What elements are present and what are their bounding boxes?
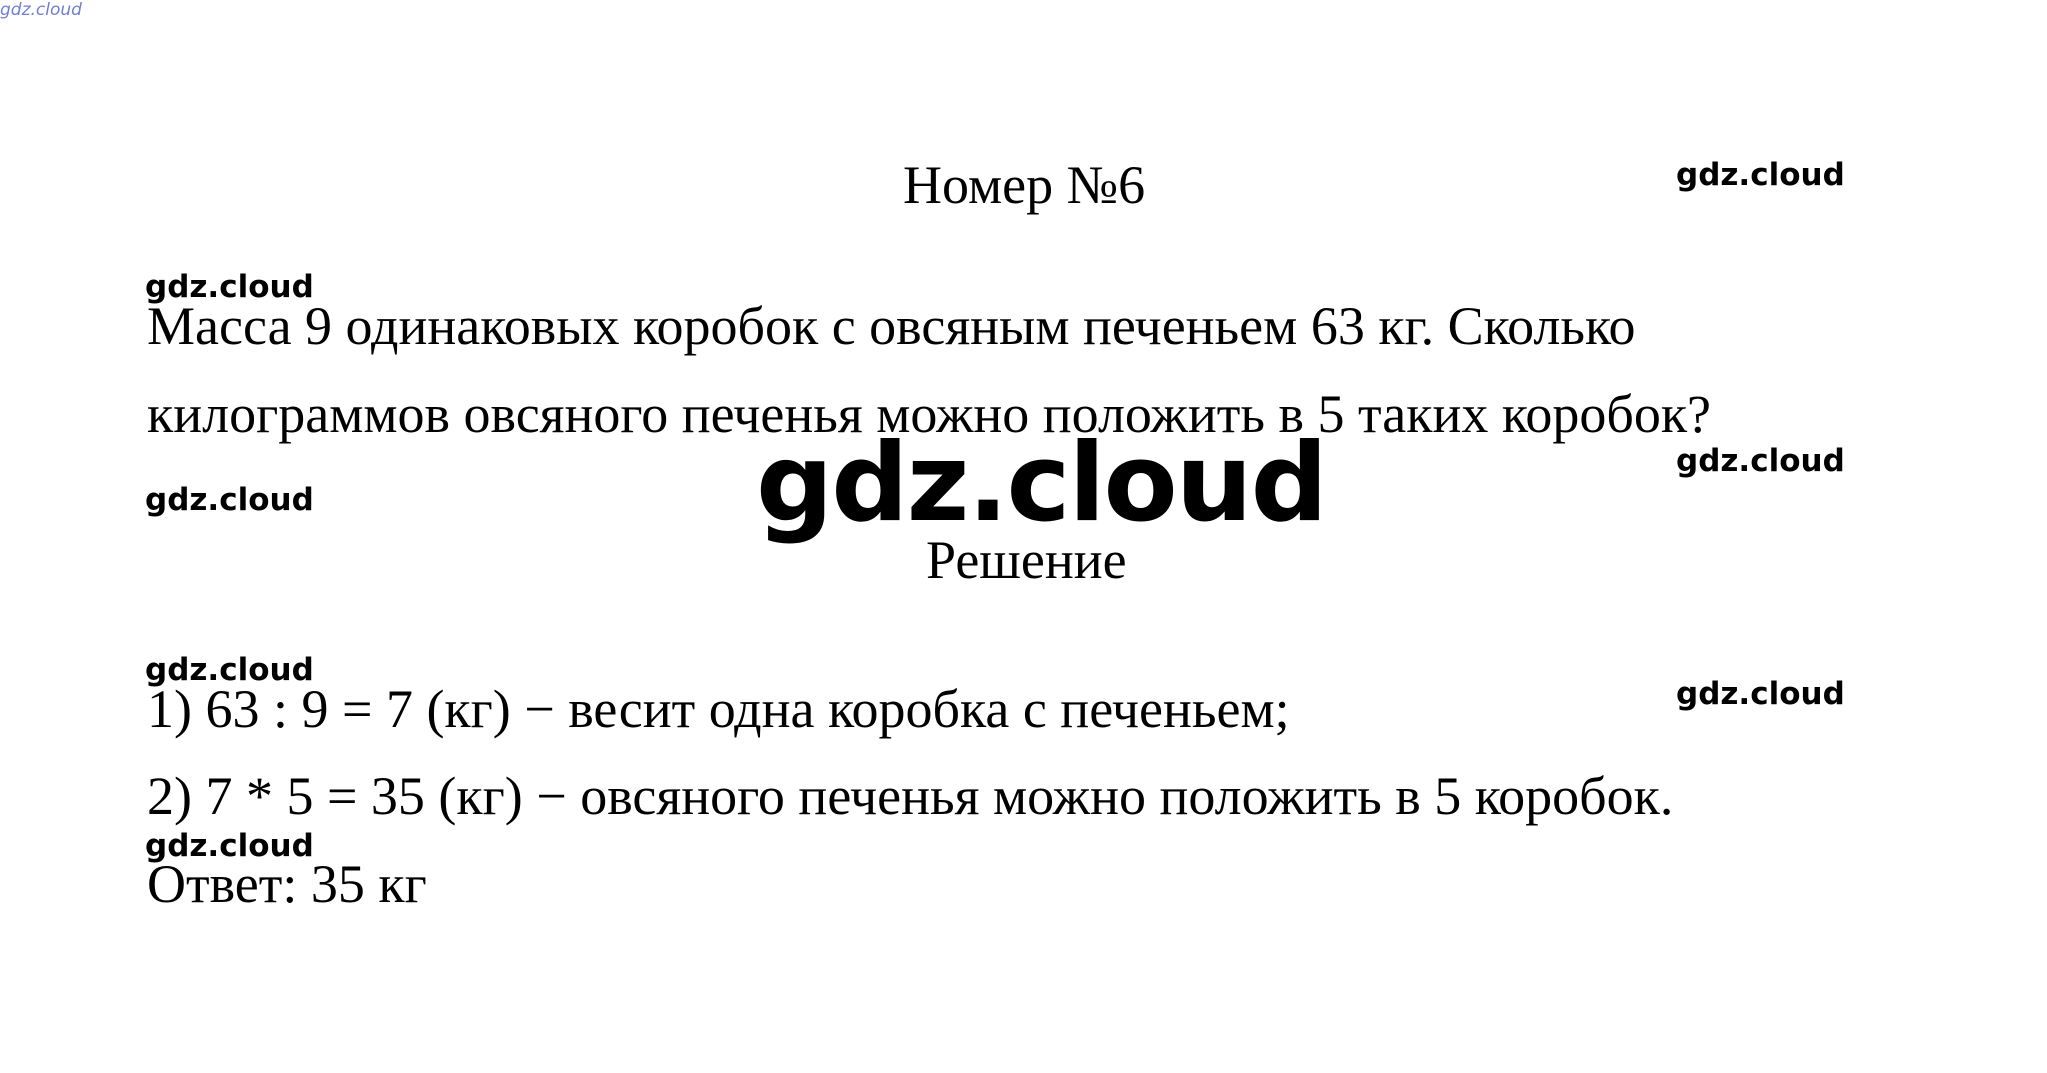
watermark-center: gdz.cloud <box>756 421 1326 546</box>
watermark-right-1: gdz.cloud <box>1676 157 1845 193</box>
problem-line-2: килограммов овсяного печенья можно положить в 5 таких коробок? <box>147 384 1712 444</box>
solution-step-1: 1) 63 : 9 = 7 (кг) − весит одна коробка с печеньем; <box>147 679 1290 739</box>
watermark-left-4: gdz.cloud <box>145 828 314 864</box>
answer: Ответ: 35 кг <box>147 854 427 914</box>
page-title: Номер №6 <box>903 155 1146 215</box>
watermark-left-3: gdz.cloud <box>145 652 314 688</box>
watermark-left-2: gdz.cloud <box>145 482 314 518</box>
watermark-left-1: gdz.cloud <box>145 269 314 305</box>
problem-line-1: Масса 9 одинаковых коробок с овсяным печеньем 63 кг. Сколько <box>147 296 1636 356</box>
watermark-right-3: gdz.cloud <box>1676 676 1845 712</box>
watermark-right-2: gdz.cloud <box>1676 443 1845 479</box>
watermark-top: gdz.cloud <box>0 0 82 20</box>
solution-step-2: 2) 7 * 5 = 35 (кг) − овсяного печенья можно положить в 5 коробок. <box>147 766 1674 826</box>
solution-heading: Решение <box>926 530 1127 590</box>
